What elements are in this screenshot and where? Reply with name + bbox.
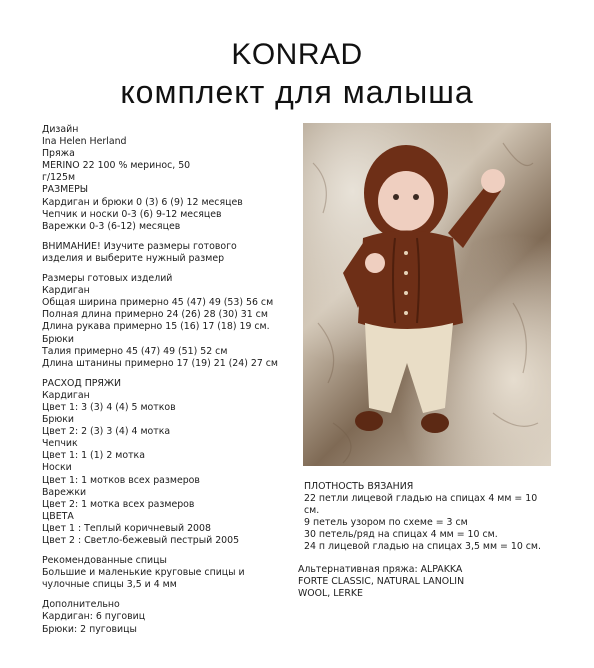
consumption-item: Кардиган — [42, 389, 90, 401]
sizes-heading: РАЗМЕРЫ — [42, 184, 89, 196]
yarn-line: MERINO 22 100 % меринос, 50 — [42, 160, 191, 172]
size-line: Варежки 0-3 (6-12) месяцев — [42, 220, 181, 232]
yarn-line: г/125м — [42, 172, 76, 184]
designer-name: Ina Helen Herland — [42, 136, 127, 148]
size-line: Чепчик и носки 0-3 (6) 9-12 месяцев — [42, 208, 222, 220]
gauge-line: 22 петли лицевой гладью на спицах 4 мм = 10 — [304, 493, 538, 505]
alt-yarn-line: Альтернативная пряжа: ALPAKKA — [298, 564, 463, 575]
extras-heading: Дополнительно — [42, 599, 120, 611]
warning-line: изделия и выберите нужный размер — [42, 252, 225, 264]
measurement-line: Талия примерно 45 (47) 49 (51) 52 см — [42, 345, 228, 357]
baby-illustration — [303, 123, 551, 466]
color-line: Цвет 2 : Светло-бежевый пестрый 2005 — [42, 535, 240, 546]
finished-sizes-heading: Размеры готовых изделий — [42, 273, 173, 285]
pants-label: Брюки — [42, 333, 75, 345]
consumption-item: Варежки — [42, 486, 87, 498]
size-line: Кардиган и брюки 0 (3) 6 (9) 12 месяцев — [42, 196, 243, 208]
measurement-line: Общая ширина примерно 45 (47) 49 (53) 56 см — [42, 297, 274, 309]
consumption-value: Цвет 2: 2 (3) 3 (4) 4 мотка — [42, 426, 171, 438]
pattern-subtitle: комплект для малыша — [120, 74, 474, 110]
needles-line: Большие и маленькие круговые спицы и — [42, 567, 245, 579]
color-line: Цвет 1 : Теплый коричневый 2008 — [42, 522, 211, 534]
gauge-heading: ПЛОТНОСТЬ ВЯЗАНИЯ — [304, 481, 414, 492]
alt-yarn-line: WOOL, LERKE — [298, 588, 363, 600]
gauge-section — [304, 481, 564, 554]
baby-outfit-photo — [303, 123, 551, 466]
consumption-value: Цвет 2: 1 мотка всех размеров — [42, 498, 195, 510]
gauge-line: см. — [304, 505, 320, 517]
consumption-item: Чепчик — [42, 438, 78, 450]
gauge-line: 24 п лицевой гладью на спицах 3,5 мм = 10 см. — [304, 541, 541, 553]
gauge-line: 30 петель/ряд на спицах 4 мм = 10 см. — [304, 529, 498, 541]
needles-heading: Рекомендованные спицы — [42, 555, 167, 567]
measurement-line: Длина штанины примерно 17 (19) 21 (24) 27 см — [42, 357, 278, 369]
design-label: Дизайн — [42, 124, 79, 135]
extras-line: Кардиган: 6 пуговиц — [42, 611, 146, 623]
alternative-yarn-section — [298, 564, 558, 600]
yarn-label: Пряжа — [42, 148, 75, 160]
alt-yarn-line: FORTE CLASSIC, NATURAL LANOLIN — [298, 576, 465, 588]
consumption-value: Цвет 1: 1 (1) 2 мотка — [42, 450, 145, 462]
cardigan-label: Кардиган — [42, 285, 90, 297]
warning-line: ВНИМАНИЕ! Изучите размеры готового — [42, 240, 237, 252]
consumption-value: Цвет 1: 1 мотков всех размеров — [42, 474, 200, 486]
yarn-consumption-heading: РАСХОД ПРЯЖИ — [42, 377, 122, 389]
consumption-item: Носки — [42, 462, 72, 474]
consumption-value: Цвет 1: 3 (3) 4 (4) 5 мотков — [42, 401, 176, 413]
colors-heading: ЦВЕТА — [42, 510, 74, 522]
measurement-line: Длина рукава примерно 15 (16) 17 (18) 19 см. — [42, 321, 270, 333]
pattern-details-column — [42, 124, 292, 636]
gauge-line: 9 петель узором по схеме = 3 см — [304, 517, 468, 529]
pattern-title: KONRAD — [231, 38, 363, 71]
measurement-line: Полная длина примерно 24 (26) 28 (30) 31 см — [42, 309, 268, 321]
needles-line: чулочные спицы 3,5 и 4 мм — [42, 579, 177, 591]
consumption-item: Брюки — [42, 414, 75, 426]
extras-line: Брюки: 2 пуговицы — [42, 623, 137, 635]
